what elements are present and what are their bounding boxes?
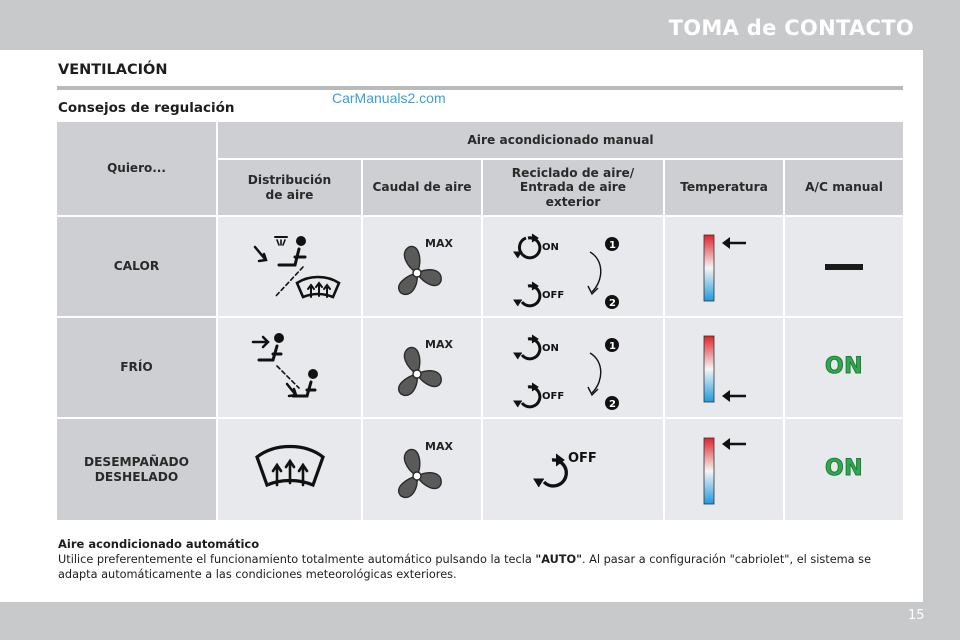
defrost-distribution [218, 419, 361, 520]
fan-max-icon [377, 328, 467, 408]
temperature-hot-icon [694, 227, 754, 307]
auto-ac-paragraph [58, 553, 908, 582]
cold-airflow [363, 318, 481, 417]
col-ac-label: A/C manual [805, 180, 883, 195]
row-heat-label-text: CALOR [113, 259, 160, 274]
fan-max-label: MAX [425, 236, 453, 250]
corner-label: Quiero... [107, 161, 166, 176]
col-distribution-line2: de aire [265, 187, 314, 202]
watermark-link[interactable]: CarManuals2.com [332, 90, 446, 106]
page [0, 50, 923, 602]
ac-on-badge: ON [824, 456, 864, 482]
row-defrost-label [57, 419, 216, 520]
cold-temperature [665, 318, 783, 417]
col-distribution [218, 160, 361, 215]
fan-max-icon [377, 430, 467, 510]
recirc-off-icon [528, 440, 618, 500]
row-heat-label [57, 217, 216, 316]
step-2-label: 2 [609, 398, 616, 410]
fan-max-label: MAX [425, 337, 453, 351]
recirc-on-label: ON [542, 241, 559, 253]
row-defrost-label-line1: DESEMPAÑADO [83, 454, 190, 469]
col-airflow-label: Caudal de aire [372, 180, 472, 195]
heat-recirc [483, 217, 663, 316]
col-ac [785, 160, 903, 215]
auto-key-label: "AUTO" [535, 553, 582, 566]
section-title: VENTILACIÓN [58, 62, 168, 78]
chapter-title: TOMA de CONTACTO [668, 16, 914, 40]
heat-airflow [363, 217, 481, 316]
col-temperature [665, 160, 783, 215]
cold-ac [785, 318, 903, 417]
col-recirc-line3: exterior [545, 194, 601, 209]
row-cold-label-text: FRÍO [120, 360, 153, 375]
defrost-recirc [483, 419, 663, 520]
temperature-cold-icon [694, 328, 754, 408]
auto-ac-heading: Aire acondicionado automático [58, 537, 260, 551]
recirc-on-off-sequence-icon [508, 224, 638, 310]
recirc-off-label: OFF [542, 289, 565, 301]
recirc-on-off-sequence-icon [508, 325, 638, 411]
windscreen-feet-distribution-icon [235, 227, 345, 307]
ac-on-badge: ON [824, 354, 864, 380]
cold-distribution [218, 318, 361, 417]
windscreen-defrost-icon [245, 435, 335, 505]
col-recirc-line1: Reciclado de aire/ [511, 165, 635, 180]
defrost-temperature [665, 419, 783, 520]
defrost-airflow [363, 419, 481, 520]
step-1-label: 1 [609, 340, 616, 352]
col-distribution-line1: Distribución [247, 172, 332, 187]
col-recirc [483, 160, 663, 215]
recirc-on-label: ON [542, 342, 559, 354]
sub-title: Consejos de regulación [58, 100, 235, 116]
heat-temperature [665, 217, 783, 316]
heat-ac [785, 217, 903, 316]
cold-recirc [483, 318, 663, 417]
step-2-label: 2 [609, 297, 616, 309]
step-1-label: 1 [609, 239, 616, 251]
recirc-off-label: OFF [568, 450, 597, 466]
section-divider [57, 86, 903, 90]
col-temperature-label: Temperatura [680, 180, 768, 195]
group-header-cell [218, 122, 903, 158]
recirc-off-label: OFF [542, 390, 565, 402]
defrost-ac [785, 419, 903, 520]
face-feet-distribution-icon [235, 328, 345, 408]
page-number: 15 [908, 608, 925, 623]
temperature-hot-icon [694, 430, 754, 510]
fan-max-icon [377, 227, 467, 307]
ac-off-dash [825, 264, 863, 270]
row-cold-label [57, 318, 216, 417]
auto-ac-text-after: . Al pasar a configuración "cabriolet", el sistema se adapta automáticamente a las condiciones meteorológicas exteriores. [58, 553, 872, 581]
corner-cell [57, 122, 216, 215]
auto-ac-text-before: Utilice preferentemente el funcionamiento totalmente automático pulsando la tecla [58, 553, 536, 566]
group-header-label: Aire acondicionado manual [467, 132, 654, 147]
col-airflow [363, 160, 481, 215]
col-recirc-line2: Entrada de aire [519, 180, 627, 195]
row-defrost-label-line2: DESHELADO [94, 469, 179, 484]
fan-max-label: MAX [425, 439, 453, 453]
heat-distribution [218, 217, 361, 316]
